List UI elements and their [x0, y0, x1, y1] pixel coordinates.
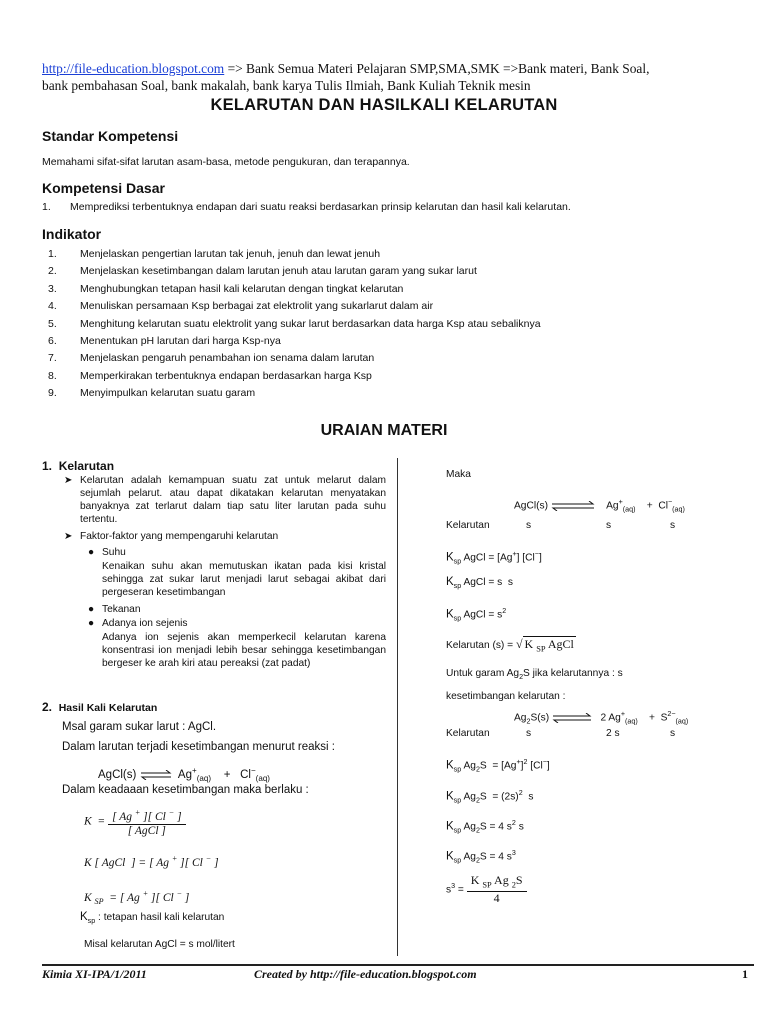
kesetimbangan-label: kesetimbangan kelarutan :: [446, 691, 566, 702]
s-value: s: [606, 520, 612, 531]
maka-label: Maka: [446, 469, 471, 480]
footer-credit: Created by http://file-education.blogspot.com: [254, 967, 477, 981]
arrow-bullet-icon: ➤: [64, 475, 73, 486]
header-banner: [42, 60, 754, 94]
suhu-text: Kenaikan suhu akan memutuskan ikatan pada kisi kristal sehingga zat sukar larut menjadi larut sebagai akibat dari pergeseran kesetimbangan: [102, 561, 386, 599]
k-equation: K = $\frac{[ Ag ^+ ][ Cl ^- ]}{\text{[ AgCl ]}}$: [84, 806, 432, 838]
two-s-value: 2 s: [606, 728, 620, 739]
kelarutan-definition: ➤ Kelarutan adalah kemampuan suatu zat untuk melarut dalam sejumlah pelarut. atau dapat dikatakan kelarutan menyatakan banyaknya zat terlarut dalam tiap satu liter larutan pada suhu tertentu.: [64, 475, 386, 526]
footer-course: Kimia XI-IPA/1/2011: [42, 967, 147, 981]
misal-line: Misal kelarutan AgCl = s mol/litert: [84, 939, 235, 950]
dot-bullet-icon: ●: [88, 604, 95, 615]
dasar-heading: Kompetensi Dasar: [42, 180, 165, 196]
column-divider: [397, 458, 398, 956]
s3-formula: $s^3$ = $\frac{K _{SP} Ag _2S}{4}$: [446, 874, 527, 905]
ksp-ag2s-3: $K_{sp}$ $Ag_2S = 4$ $s^2$ s: [446, 819, 524, 835]
arrow-bullet-icon: ➤: [64, 531, 73, 542]
ag2s-dissociation: $Ag_2S(s)$ 2 $Ag^+_{(aq)}$ + $S^{2-}_{(aq)}$: [514, 710, 689, 726]
ksp-note: $K_{sp}$ : tetapan hasil kali kelarutan: [80, 911, 225, 926]
dasar-item: 1. Memprediksi terbentuknya endapan dari suatu reaksi berdasarkan prinsip kelarutan dan hasil kali kelarutan.: [42, 201, 571, 213]
document-title: KELARUTAN DAN HASILKALI KELARUTAN: [210, 96, 558, 114]
uraian-title: URAIAN MATERI: [320, 422, 448, 439]
kelarutan-row-2: Kelarutan: [446, 728, 490, 739]
s2-line1: Msal garam sukar larut : AgCl.: [62, 721, 217, 733]
ksp-equation: K $_{SP}$ = [ Ag + ][ Cl − ]: [84, 889, 190, 907]
indikator-item: 6. Menentukan pH larutan dari harga Ksp-nya: [48, 334, 281, 347]
agcl-dissociation: AgCl(s) $Ag^+_{(aq)}$ + $Cl^-_{(aq)}$: [514, 498, 685, 514]
indikator-item: 3. Menghubungkan tetapan hasil kali kelarutan dengan tingkat kelarutan: [48, 282, 404, 295]
indikator-item: 1. Menjelaskan pengertian larutan tak jenuh, jenuh dan lewat jenuh: [48, 248, 381, 260]
blog-link[interactable]: http://file-education.blogspot.com: [42, 61, 225, 76]
ksp-agcl-2: $K_{sp}$ AgCl = s s: [446, 576, 514, 591]
indikator-item: 7. Menjelaskan pengaruh penambahan ion senama dalam larutan: [48, 352, 375, 365]
indikator-heading: Indikator: [42, 226, 102, 242]
standar-heading: Standar Kompetensi: [42, 128, 179, 144]
indikator-item: 2. Menjelaskan kesetimbangan dalam larutan jenuh atau larutan garam yang sukar larut: [48, 265, 477, 278]
s-value: s: [526, 520, 532, 531]
ksp-agcl-3: $K_{sp}$ AgCl = $s^2$: [446, 607, 507, 623]
sqrt-expression: √ K $_{SP}$ AgCl: [515, 637, 574, 654]
s2-line2: Dalam larutan terjadi kesetimbangan menurut reaksi :: [62, 741, 335, 753]
standar-text: Memahami sifat-sifat larutan asam-basa, metode pengukuran, dan terapannya.: [42, 156, 410, 168]
page-number: 1: [742, 967, 748, 981]
factors-line: ➤ Faktor-faktor yang mempengaruhi kelarutan: [64, 531, 279, 542]
kelarutan-row-1: Kelarutan: [446, 520, 490, 531]
header-line1: => Bank Semua Materi Pelajaran SMP,SMA,SMK =>Bank materi, Bank Soal,: [224, 61, 650, 76]
footer: [42, 967, 754, 982]
indikator-item: 4. Menuliskan persamaan Ksp berbagai zat elektrolit yang sukarlarut dalam air: [48, 300, 434, 313]
ksp-ag2s-2: $K_{sp}$ $Ag_2S = (2s)^2$ s: [446, 789, 534, 805]
s-value: s: [526, 728, 532, 739]
kelarutan-s-formula: Kelarutan (s) = √ K $_{SP}$ AgCl: [446, 637, 574, 654]
indikator-list: [48, 246, 541, 403]
equilibrium-arrow-icon: [140, 770, 172, 780]
dasar-list: [42, 199, 571, 216]
indikator-item: 9. Menyimpulkan kelarutan suatu garam: [48, 387, 256, 400]
equilibrium-arrow-icon: [551, 501, 595, 511]
ksp-agcl-1: $K_{sp}$ AgCl = [Ag+] [Cl−]: [446, 550, 542, 566]
dot-bullet-icon: ●: [88, 547, 95, 558]
ksp-ag2s-1: $K_{sp}$ $Ag_2S = [Ag^+]^2$ [Cl−]: [446, 758, 550, 774]
equilibrium-arrow-icon: [552, 713, 592, 723]
factor-suhu: ● Suhu: [88, 547, 126, 558]
dot-bullet-icon: ●: [88, 618, 95, 629]
agcl-reaction: AgCl(s) $Ag^+_{(aq)}$ + $Cl^-_{(aq)}$: [98, 766, 270, 784]
section-1-heading: 1. Kelarutan: [42, 459, 115, 473]
section-2-heading: 2. Hasil Kali Kelarutan: [42, 700, 158, 714]
header-line2: bank pembahasan Soal, bank makalah, bank karya Tulis Ilmiah, Bank Kuliah Teknik mesin: [42, 78, 531, 93]
s-value: s: [670, 728, 676, 739]
factor-ion: ● Adanya ion sejenis: [88, 618, 188, 629]
untuk-line: Untuk garam $Ag_2S$ jika kelarutannya : s: [446, 668, 623, 682]
indikator-item: 5. Menghitung kelarutan suatu elektrolit yang sukar larut berdasarkan data harga Ksp atau sebaliknya: [48, 317, 541, 330]
s-value: s: [670, 520, 676, 531]
factor-tekanan: ● Tekanan: [88, 604, 141, 615]
ksp-ag2s-4: $K_{sp}$ $Ag_2S = 4$ $s^3$: [446, 849, 516, 865]
k-agcl-equation: K [ AgCl ] = [ Ag + ][ Cl − ]: [84, 854, 219, 869]
ion-text: Adanya ion sejenis akan memperkecil kelarutan karena konsentrasi ion menjadi lebih besar sehingga kesetimbangan bergeser ke arah kiri atau pereaksi (zat padat): [102, 632, 386, 670]
footer-rule: [42, 964, 754, 966]
indikator-item: 8. Memperkirakan terbentuknya endapan berdasarkan harga Ksp: [48, 369, 372, 382]
s2-line3: Dalam keadaaan kesetimbangan maka berlaku :: [62, 784, 309, 796]
